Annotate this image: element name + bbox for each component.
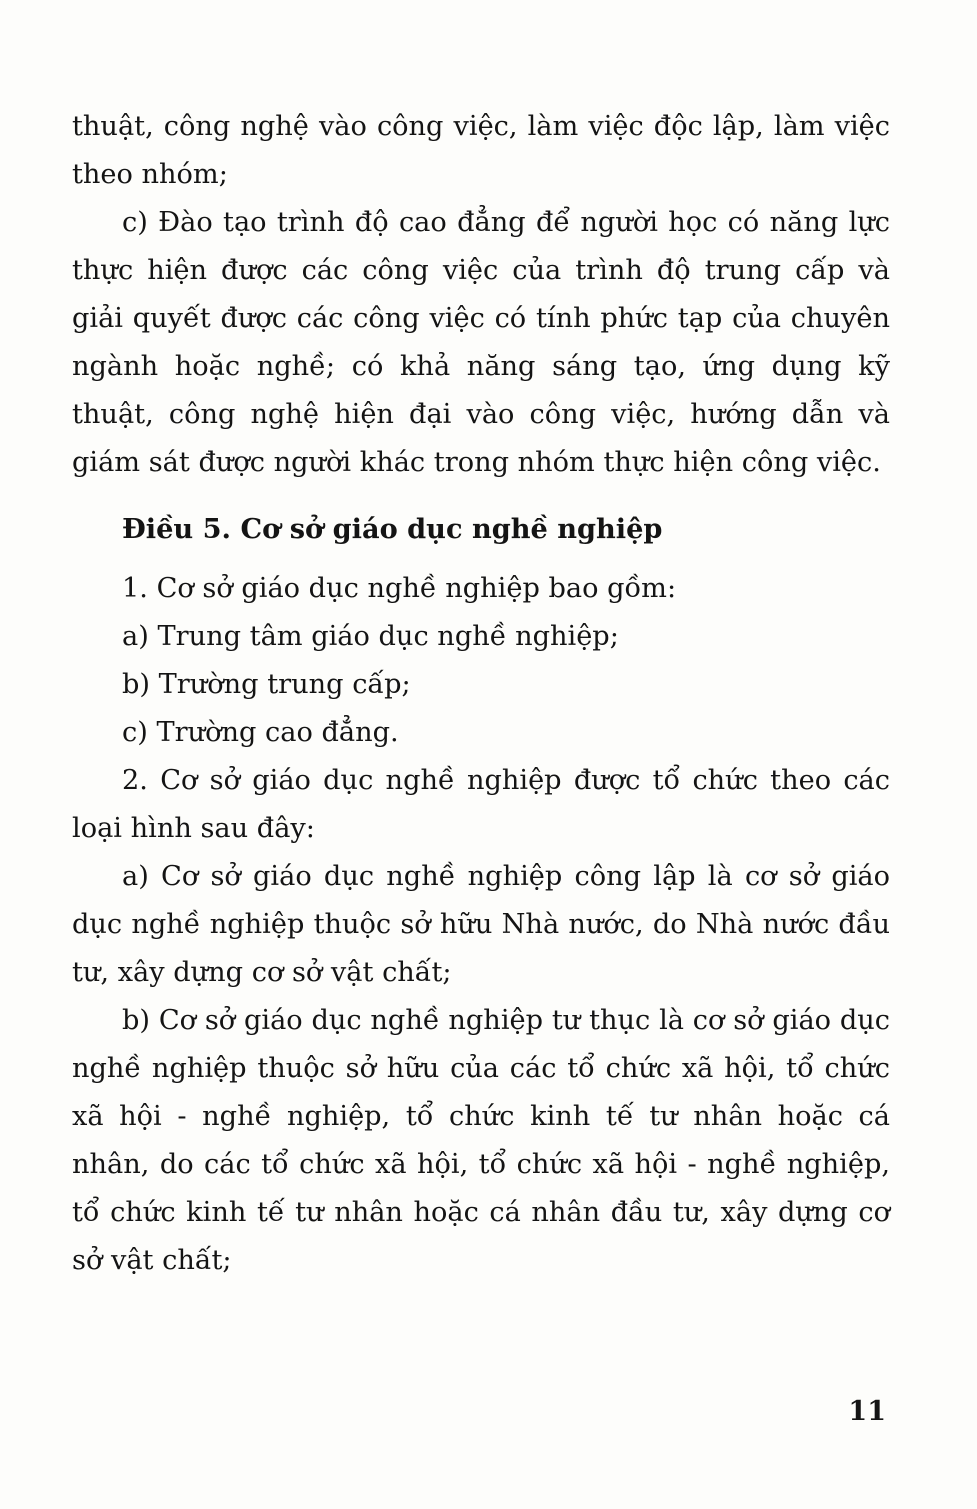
paragraph-clause-c-college: c) Đào tạo trình độ cao đẳng để người học có năng lực thực hiện được các công việc của trình độ trung cấp và giải quyết được các công việc có tính phức tạp của chuyên ngành hoặc nghề; có khả năng sáng tạo, ứng dụng kỹ thuật, công nghệ hiện đại vào công việc, hướng dẫn và giám sát được người khác trong nhóm thực hiện công việc.: [72, 207, 890, 478]
clause-1-item-b: b) Trường trung cấp;: [122, 669, 411, 700]
body-text: [72, 103, 890, 1285]
clause-1-item-a: a) Trung tâm giáo dục nghề nghiệp;: [122, 621, 619, 652]
clause-1-intro: 1. Cơ sở giáo dục nghề nghiệp bao gồm:: [122, 573, 677, 604]
clause-2-item-a: a) Cơ sở giáo dục nghề nghiệp công lập là cơ sở giáo dục nghề nghiệp thuộc sở hữu Nhà nước, do Nhà nước đầu tư, xây dựng cơ sở vật chất;: [72, 861, 890, 988]
paragraph-continuation: thuật, công nghệ vào công việc, làm việc độc lập, làm việc theo nhóm;: [72, 111, 890, 190]
clause-2-item-b: b) Cơ sở giáo dục nghề nghiệp tư thục là cơ sở giáo dục nghề nghiệp thuộc sở hữu của các tổ chức xã hội, tổ chức xã hội - nghề nghiệp, tổ chức kinh tế tư nhân hoặc cá nhân, do các tổ chức xã hội, tổ chức xã hội - nghề nghiệp, tổ chức kinh tế tư nhân hoặc cá nhân đầu tư, xây dựng cơ sở vật chất;: [72, 1005, 890, 1276]
article-heading: Điều 5. Cơ sở giáo dục nghề nghiệp: [122, 513, 663, 545]
page-number: 11: [848, 1396, 886, 1427]
clause-2-intro: 2. Cơ sở giáo dục nghề nghiệp được tổ chức theo các loại hình sau đây:: [72, 765, 890, 844]
clause-1-item-c: c) Trường cao đẳng.: [122, 717, 399, 748]
